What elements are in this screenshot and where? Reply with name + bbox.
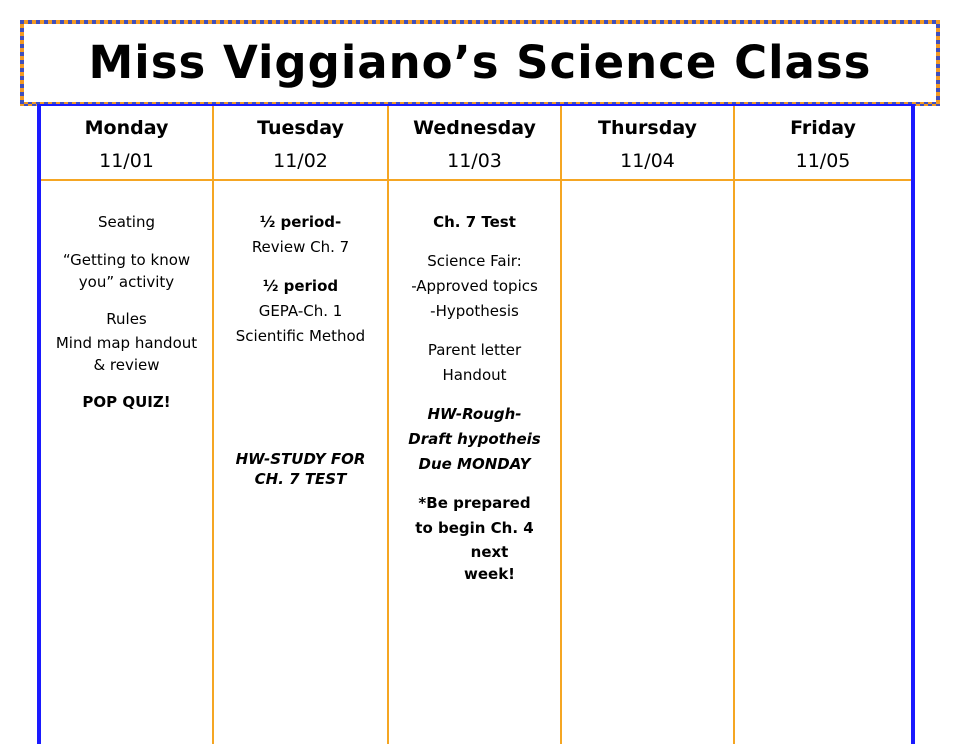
header-divider bbox=[41, 179, 911, 181]
agenda-item: Parent letter bbox=[427, 341, 522, 359]
day-date: 11/03 bbox=[447, 150, 502, 172]
reminder-note: to begin Ch. 4 bbox=[415, 519, 534, 537]
day-body-wednesday bbox=[393, 210, 556, 585]
agenda-item: Mind map handout & review bbox=[55, 334, 198, 374]
agenda-item: Rules bbox=[106, 310, 147, 328]
column-divider bbox=[387, 106, 389, 744]
day-date: 11/04 bbox=[620, 150, 675, 172]
agenda-item: Scientific Method bbox=[235, 327, 366, 345]
day-header-wednesday bbox=[389, 112, 560, 178]
agenda-item: Review Ch. 7 bbox=[251, 238, 350, 256]
homework-note: HW-Rough- bbox=[427, 405, 522, 423]
day-date: 11/02 bbox=[273, 150, 328, 172]
agenda-item: Science Fair: bbox=[427, 252, 522, 270]
agenda-item: Ch. 7 Test bbox=[433, 213, 516, 231]
day-date: 11/05 bbox=[795, 150, 851, 172]
agenda-item: GEPA-Ch. 1 bbox=[258, 302, 343, 320]
agenda-item: ½ period bbox=[262, 277, 339, 295]
day-header-monday bbox=[41, 112, 212, 178]
agenda-item: Seating bbox=[97, 213, 156, 231]
reminder-note: week! bbox=[463, 565, 516, 583]
day-body-tuesday bbox=[222, 210, 379, 489]
column-divider bbox=[560, 106, 562, 744]
column-divider bbox=[733, 106, 735, 744]
column-divider bbox=[212, 106, 214, 744]
agenda-item: -Hypothesis bbox=[430, 302, 519, 320]
reminder-note: *Be prepared bbox=[418, 494, 531, 512]
title-banner bbox=[20, 20, 940, 106]
page-title: Miss Viggiano’s Science Class bbox=[88, 36, 872, 89]
day-header-thursday bbox=[562, 112, 733, 178]
homework-note: HW-STUDY FOR CH. 7 TEST bbox=[235, 450, 366, 488]
day-name: Friday bbox=[790, 117, 856, 139]
day-body-monday bbox=[49, 210, 204, 415]
reminder-note: next bbox=[470, 543, 509, 561]
homework-note: Draft hypotheis bbox=[408, 430, 541, 448]
day-header-friday bbox=[735, 112, 911, 178]
agenda-item: Handout bbox=[442, 366, 507, 384]
agenda-item: -Approved topics bbox=[411, 277, 538, 295]
agenda-item: “Getting to know you” activity bbox=[62, 251, 191, 291]
agenda-item: POP QUIZ! bbox=[82, 393, 171, 411]
day-date: 11/01 bbox=[99, 150, 154, 172]
agenda-item: ½ period- bbox=[259, 213, 342, 231]
day-name: Thursday bbox=[598, 117, 697, 139]
homework-note: Due MONDAY bbox=[418, 455, 531, 473]
day-name: Monday bbox=[84, 117, 169, 139]
day-header-tuesday bbox=[214, 112, 387, 178]
weekly-calendar bbox=[37, 104, 915, 744]
day-name: Wednesday bbox=[413, 117, 536, 139]
day-name: Tuesday bbox=[257, 117, 344, 139]
